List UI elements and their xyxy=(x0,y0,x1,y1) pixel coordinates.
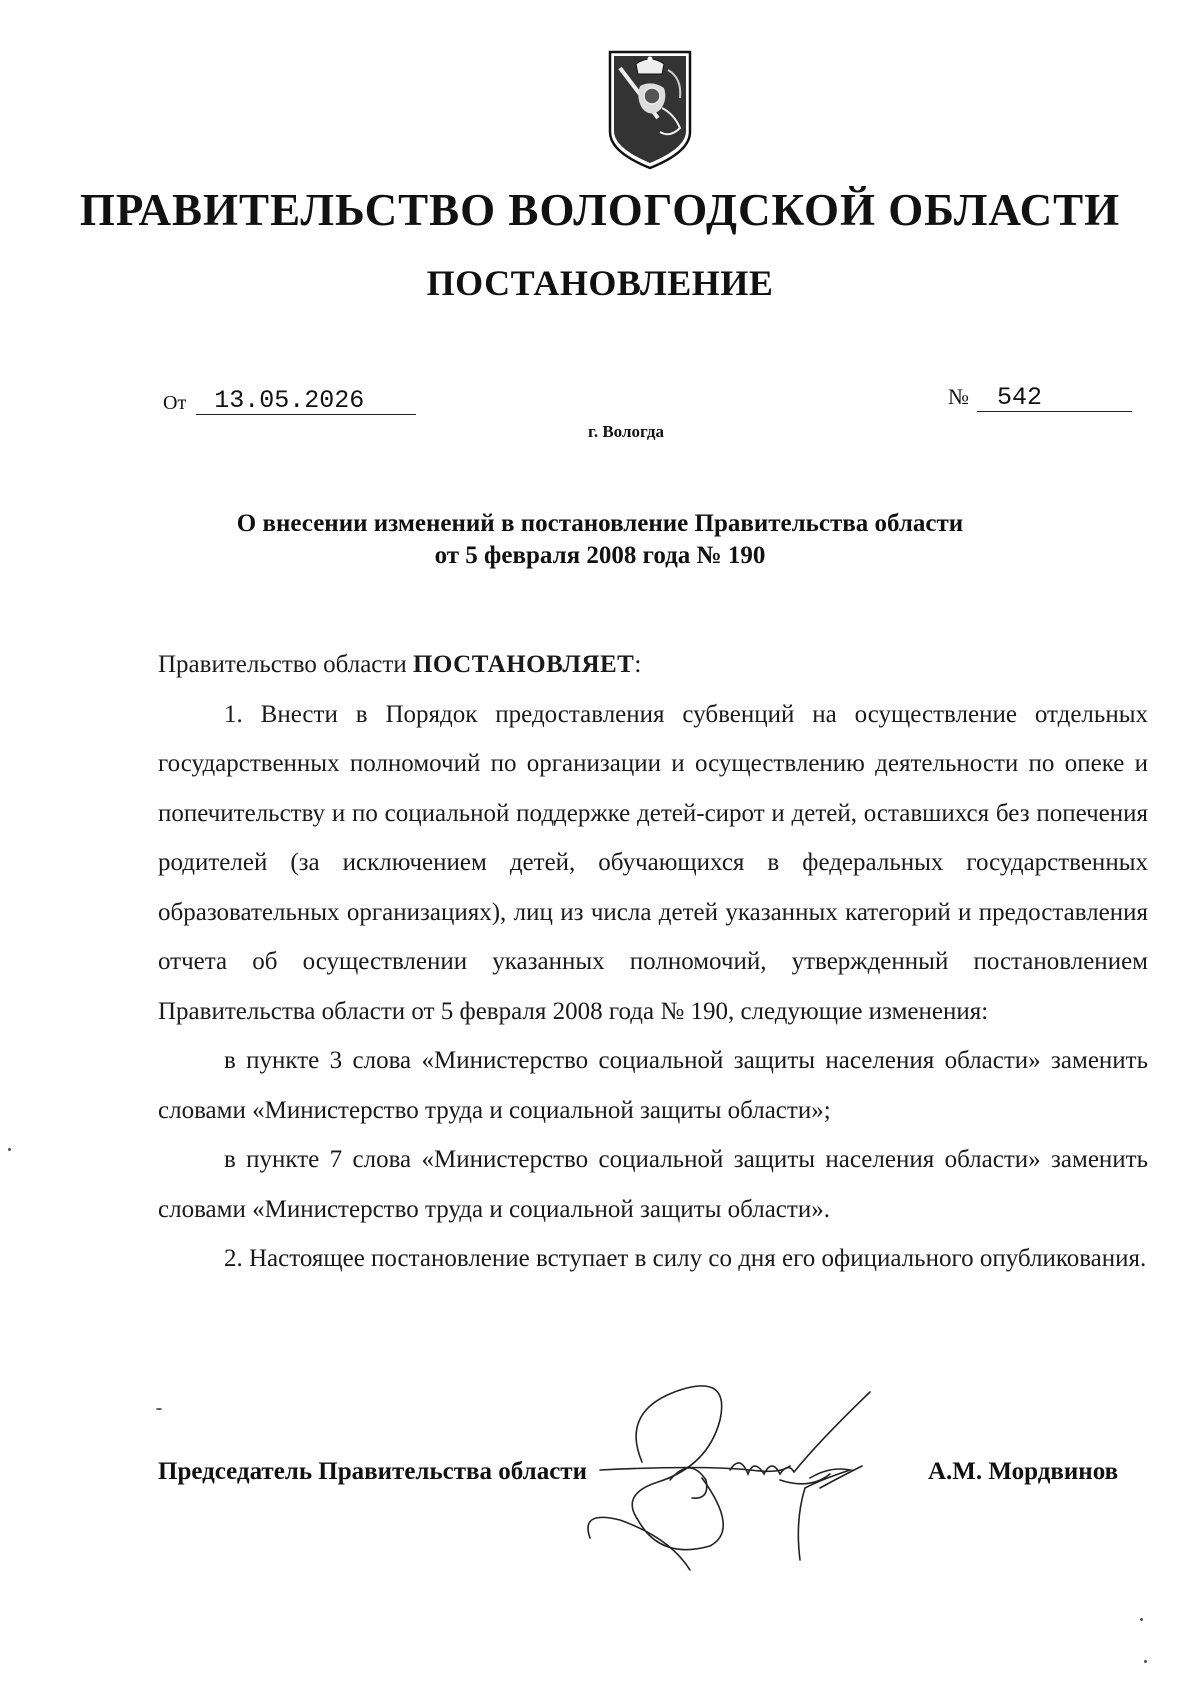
preamble-colon: : xyxy=(634,651,642,678)
decree-word: ПОСТАНОВЛЯЕТ xyxy=(412,651,635,678)
date-label: От xyxy=(163,392,187,414)
scan-speck xyxy=(1144,1660,1147,1663)
preamble xyxy=(158,640,1148,690)
number-row xyxy=(948,384,1132,412)
item-2: 2. Настоящее постановление вступает в силу со дня его официального опубликования. xyxy=(224,1245,1147,1272)
document-type: ПОСТАНОВЛЕНИЕ xyxy=(426,263,774,303)
document-number: 542 xyxy=(977,385,1132,412)
subject-line-1: О внесении изменений в постановление Правительства области xyxy=(236,510,964,537)
vologda-coat-of-arms-icon xyxy=(606,48,694,172)
subject-line-2: от 5 февраля 2008 года № 190 xyxy=(434,542,766,569)
signatory-position: Председатель Правительства области xyxy=(158,1458,587,1485)
change-1: в пункте 3 слова «Министерство социальной защиты населения области» заменить словами «Министерство труда и социальной защиты области»; xyxy=(158,1047,1148,1124)
scan-speck xyxy=(8,1148,11,1151)
handwritten-signature xyxy=(580,1370,960,1590)
item-1: 1. Внести в Порядок предоставления субвенций на осуществление отдельных государственных полномочий по организации и осуществлению деятельности по опеке и попечительству и по социальной поддержке детей-сирот и детей, оставшихся без попечения родителей (за исключением детей, обучающихся в федеральных государственных образовательных организациях), лиц из числа детей указанных категорий и предоставления отчета об осуществлении указанных полномочий, утвержденный постановлением Правительства области от 5 февраля 2008 года № 190, следующие изменения: xyxy=(158,700,1148,1025)
document-subject xyxy=(0,508,1200,572)
change-2: в пункте 7 слова «Министерство социальной защиты населения области» заменить словами «Министерство труда и социальной защиты области». xyxy=(158,1146,1148,1223)
number-label: № xyxy=(948,384,969,409)
city: г. Вологда xyxy=(588,422,664,441)
scan-speck xyxy=(1140,1618,1143,1621)
document-body xyxy=(158,640,1148,1284)
date-row xyxy=(163,388,416,415)
preamble-text: Правительство области xyxy=(158,651,413,678)
organization-title: ПРАВИТЕЛЬСТВО ВОЛОГОДСКОЙ ОБЛАСТИ xyxy=(79,185,1121,235)
scan-speck xyxy=(156,1408,162,1410)
document-date: 13.05.2026 xyxy=(196,388,416,415)
signatory-name: А.М. Мордвинов xyxy=(928,1458,1119,1485)
